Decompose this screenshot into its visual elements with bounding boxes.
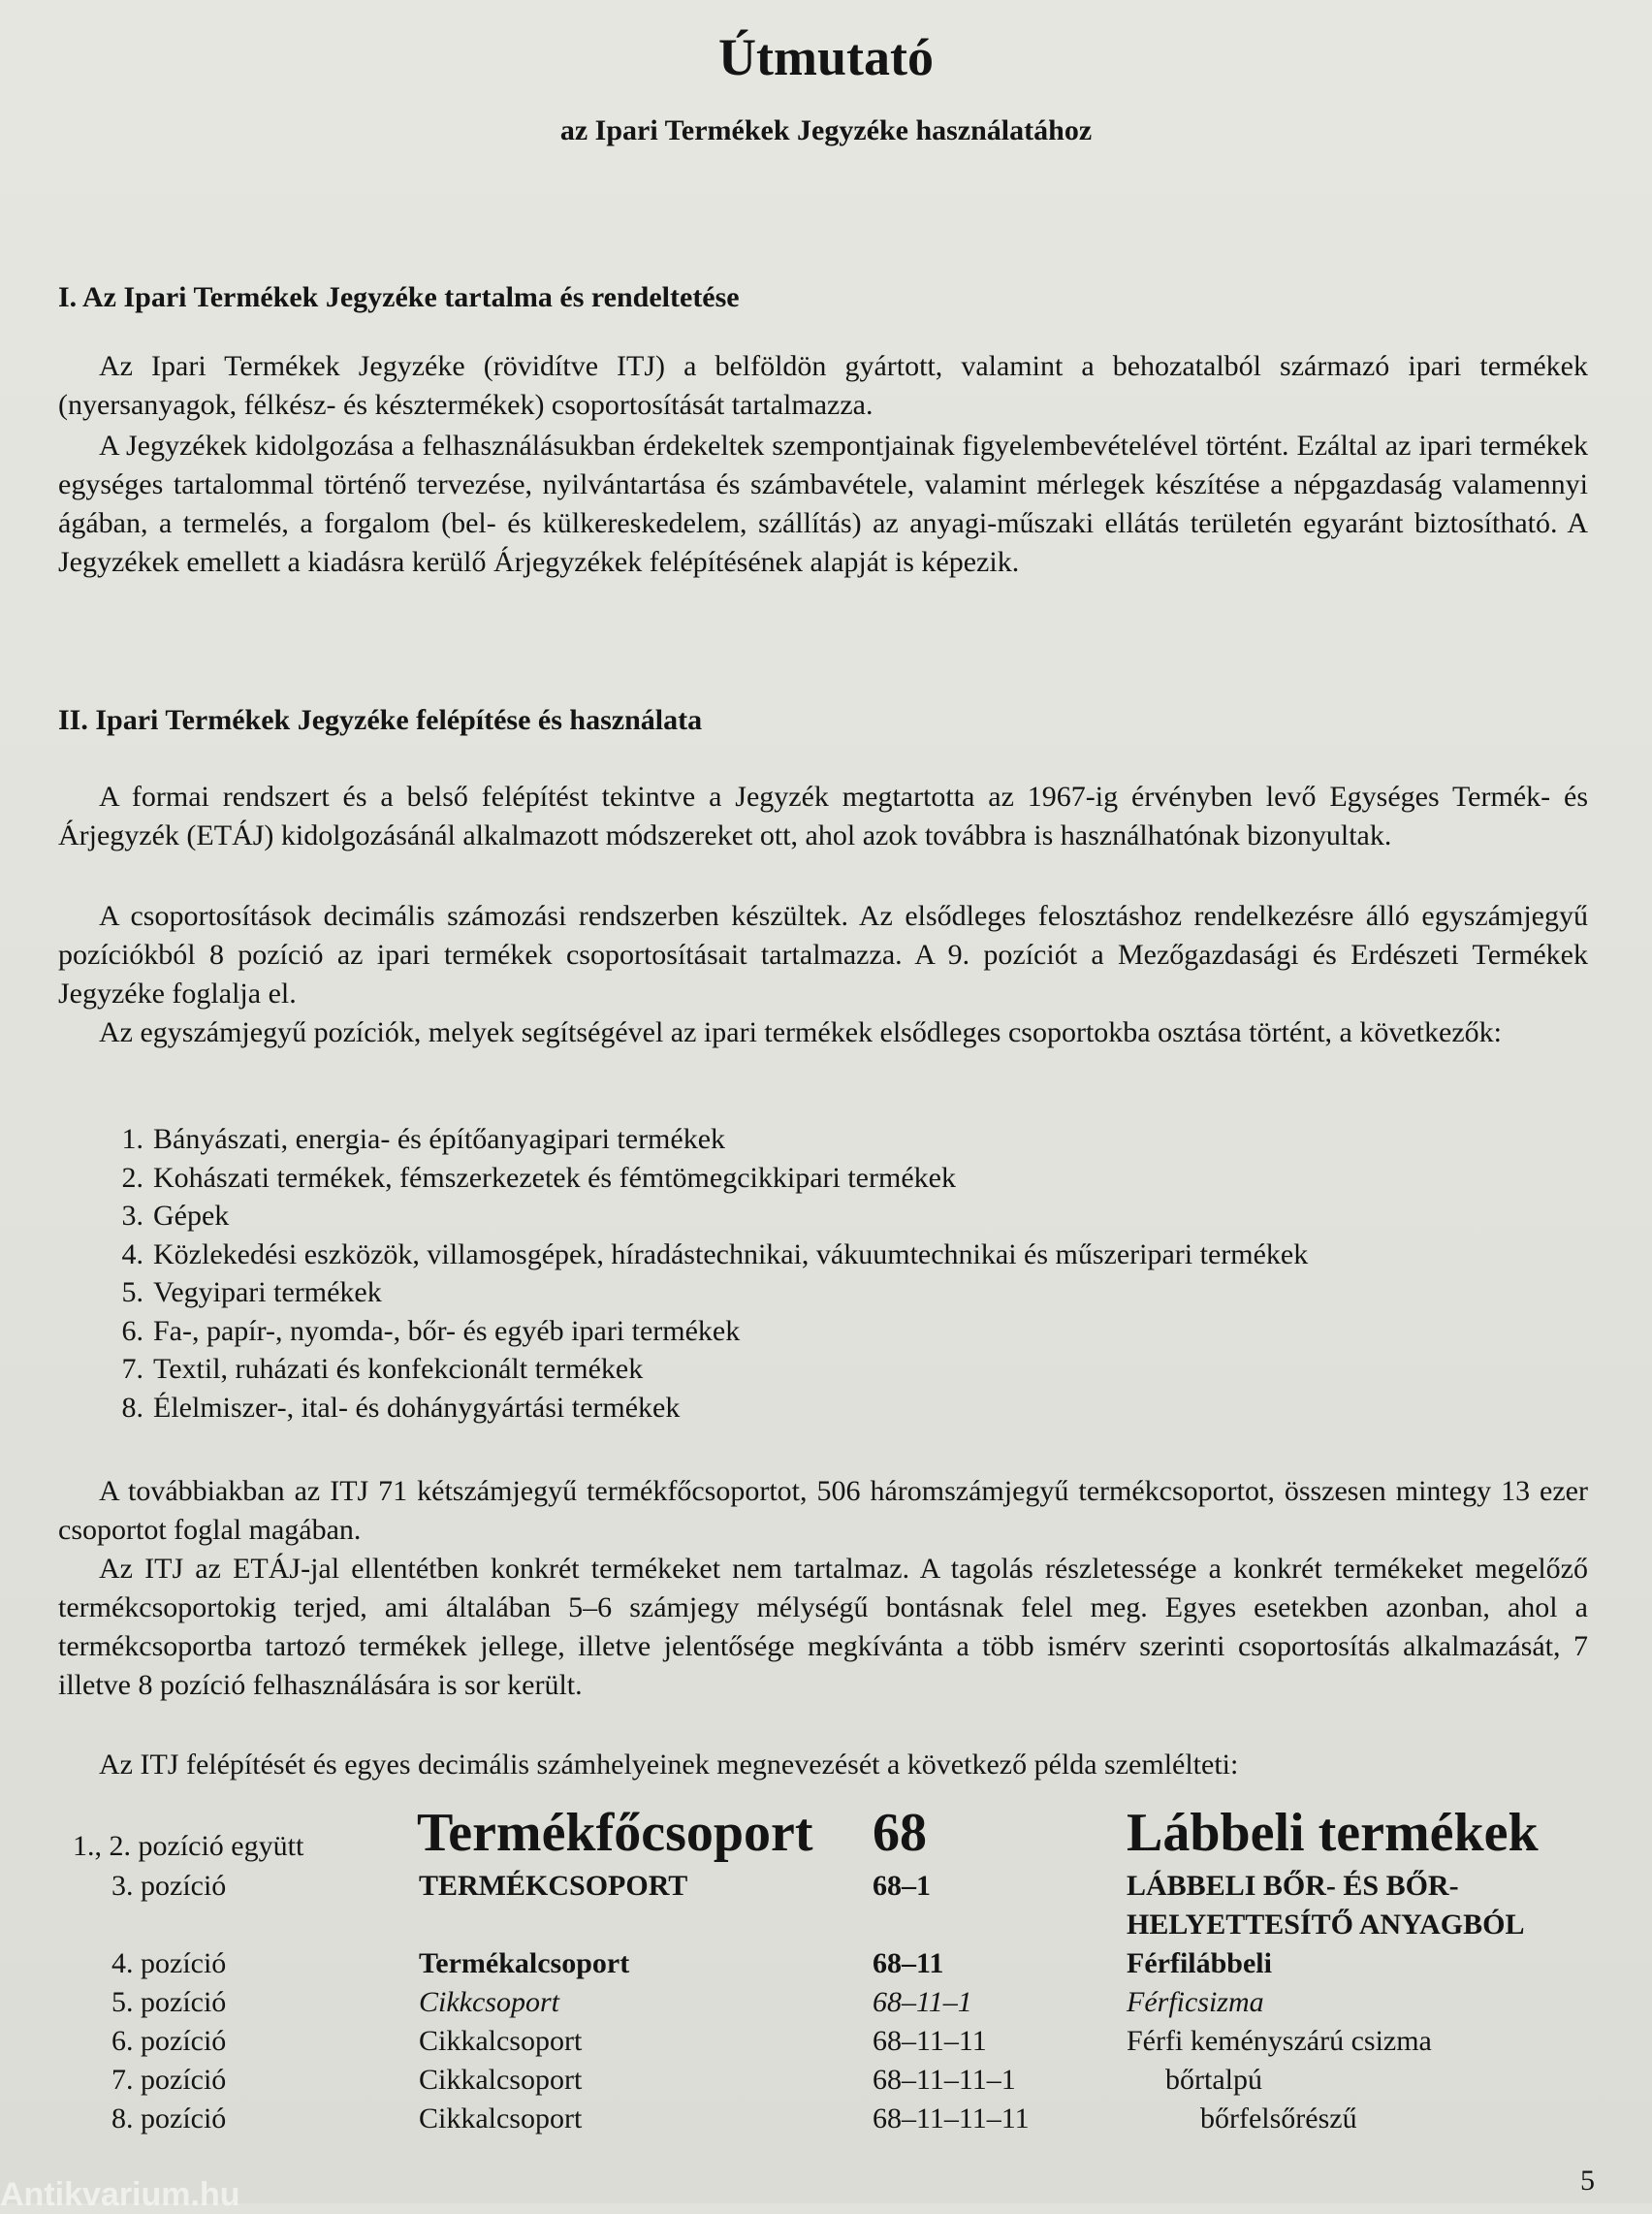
list-item <box>105 1235 1598 1274</box>
list-item-number: 3. <box>121 1200 143 1232</box>
example-code: 68–11–11–11 <box>873 2102 1030 2134</box>
section-1-paragraph-1: Az Ipari Termékek Jegyzéke (rövidítve ITJ) a belföldön gyártott, valamint a behozatalból származó ipari termékek (nyersanyagok, félkész- és késztermékek) csoportosítását tartalmazza. <box>58 350 1588 421</box>
list-item-text: Fa-, papír-, nyomda-, bőr- és egyéb ipari termékek <box>153 1314 741 1347</box>
example-code: 68–11–1 <box>873 1986 972 2018</box>
example-level: Cikkalcsoport <box>419 2102 583 2134</box>
section-2-paragraph-3: Az egyszámjegyű pozíciók, melyek segítségével az ipari termékek elsődleges csoportokba osztása történt, a következők: <box>99 1016 1502 1048</box>
section-2-paragraph-1: A formai rendszert és a belső felépítést tekintve a Jegyzék megtartotta az 1967-ig érvényben levő Egységes Termék- és Árjegyzék (ETÁJ) kidolgozásánál alkalmazott módszereket ott, ahol azok továbbra is használhatónak bizonyultak. <box>58 781 1588 851</box>
list-item <box>105 1120 1598 1159</box>
list-item-number: 6. <box>121 1314 143 1347</box>
example-position: 3. pozíció <box>111 1870 227 1902</box>
example-level: Cikkalcsoport <box>419 2025 583 2057</box>
section-2-paragraph-4: A továbbiakban az ITJ 71 kétszámjegyű termékfőcsoportot, 506 háromszámjegyű termékcsoportot, összesen mintegy 13 ezer csoportot foglal magában. <box>58 1475 1588 1546</box>
example-name-continued: HELYETTESÍTŐ ANYAGBÓL <box>1127 1909 1525 1941</box>
example-level: TERMÉKCSOPORT <box>419 1870 688 1902</box>
list-item-number: 7. <box>121 1353 143 1385</box>
section-2-paragraph-2: A csoportosítások decimális számozási rendszerben készültek. Az elsődleges felosztáshoz rendelkezésre álló egyszámjegyű pozíciókból 8 pozíció az ipari termékek csoportosításait tartalmazza. A 9. pozíciót a Mezőgazdasági és Erdészeti Termékek Jegyzéke foglalja el. <box>58 900 1588 1010</box>
list-item-text: Élelmiszer-, ital- és dohánygyártási termékek <box>153 1391 681 1424</box>
section-1-paragraph-2: A Jegyzékek kidolgozása a felhasználásukban érdekeltek szempontjainak figyelembevételével történt. Ezáltal az ipari termékek egységes tartalommal történő tervezése, nyilvántartása és számbavétele, valamint mérlegek készítése a népgazdaság valamennyi ágában, a termelés, a forgalom (bel- és külkereskedelem, szállítás) az anyagi-műszaki ellátás területén egyaránt biztosítható. A Jegyzékek emellett a kiadásra kerülő Árjegyzékek felépítésének alapját is képezik. <box>58 430 1588 578</box>
example-name: Lábbeli termékek <box>1127 1803 1539 1863</box>
list-item <box>105 1350 1598 1389</box>
product-group-list <box>105 1120 1598 1427</box>
list-item-text: Vegyipari termékek <box>153 1276 382 1308</box>
example-name: Férfilábbeli <box>1127 1947 1272 1979</box>
list-item-text: Közlekedési eszközök, villamosgépek, híradástechnikai, vákuumtechnikai és műszeripari termékek <box>153 1237 1309 1270</box>
list-item <box>105 1389 1598 1428</box>
example-code: 68 <box>873 1803 927 1863</box>
list-item <box>105 1159 1598 1198</box>
section-2-paragraph-6: Az ITJ felépítését és egyes decimális számhelyeinek megnevezését a következő példa szemlélteti: <box>99 1749 1239 1781</box>
example-level: Cikkalcsoport <box>419 2064 583 2096</box>
list-item-number: 2. <box>121 1161 143 1194</box>
list-item <box>105 1273 1598 1312</box>
example-name: LÁBBELI BŐR- ÉS BŐR- <box>1127 1870 1459 1902</box>
example-position: 4. pozíció <box>111 1947 227 1979</box>
example-level: Termékalcsoport <box>419 1947 630 1979</box>
example-code: 68–11–11–1 <box>873 2064 1016 2096</box>
example-position: 7. pozíció <box>111 2064 227 2096</box>
example-code: 68–1 <box>873 1870 931 1902</box>
example-position: 6. pozíció <box>111 2025 227 2057</box>
list-item-text: Gépek <box>153 1200 230 1232</box>
example-name: bőrfelsőrészű <box>1200 2102 1357 2134</box>
page-subtitle: az Ipari Termékek Jegyzéke használatához <box>559 114 1093 146</box>
example-position: 1., 2. pozíció együtt <box>73 1830 304 1862</box>
list-item-number: 8. <box>121 1391 143 1424</box>
list-item-number: 4. <box>121 1237 143 1270</box>
list-item <box>105 1312 1598 1351</box>
list-item-text: Kohászati termékek, fémszerkezetek és fémtömegcikkipari termékek <box>153 1161 956 1194</box>
example-code: 68–11 <box>873 1947 944 1979</box>
section-1-heading: I. Az Ipari Termékek Jegyzéke tartalma és rendeltetése <box>58 281 740 313</box>
watermark: Antikvarium.hu <box>0 2176 240 2213</box>
list-item-text: Bányászati, energia- és építőanyagipari termékek <box>153 1123 726 1155</box>
example-level: Cikkcsoport <box>419 1986 559 2018</box>
page-title: Útmutató <box>718 28 934 86</box>
example-name: Férficsizma <box>1127 1986 1264 2018</box>
list-item-number: 5. <box>121 1276 143 1308</box>
list-item <box>105 1197 1598 1235</box>
section-2-paragraph-5: Az ITJ az ETÁJ-jal ellentétben konkrét termékeket nem tartalmaz. A tagolás részletessége a konkrét termékeket megelőző termékcsoportokig terjed, ami általában 5–6 számjegy mélységű bontásnak felel meg. Egyes esetekben azonban, ahol a termékcsoportba tartozó termékek jellege, illetve jelentősége megkívánta a több ismérv szerinti csoportosítás alkalmazását, 7 illetve 8 pozíció felhasználására is sor került. <box>58 1553 1588 1701</box>
example-position: 5. pozíció <box>111 1986 227 2018</box>
example-name: Férfi keményszárú csizma <box>1127 2025 1432 2057</box>
list-item-text: Textil, ruházati és konfekcionált termékek <box>153 1353 644 1385</box>
page-number: 5 <box>1580 2165 1595 2197</box>
example-level: Termékfőcsoport <box>417 1803 813 1863</box>
example-code: 68–11–11 <box>873 2025 987 2057</box>
example-name: bőrtalpú <box>1165 2064 1262 2096</box>
section-2-heading: II. Ipari Termékek Jegyzéke felépítése és használata <box>58 704 703 736</box>
example-position: 8. pozíció <box>111 2102 227 2134</box>
list-item-number: 1. <box>121 1123 143 1155</box>
